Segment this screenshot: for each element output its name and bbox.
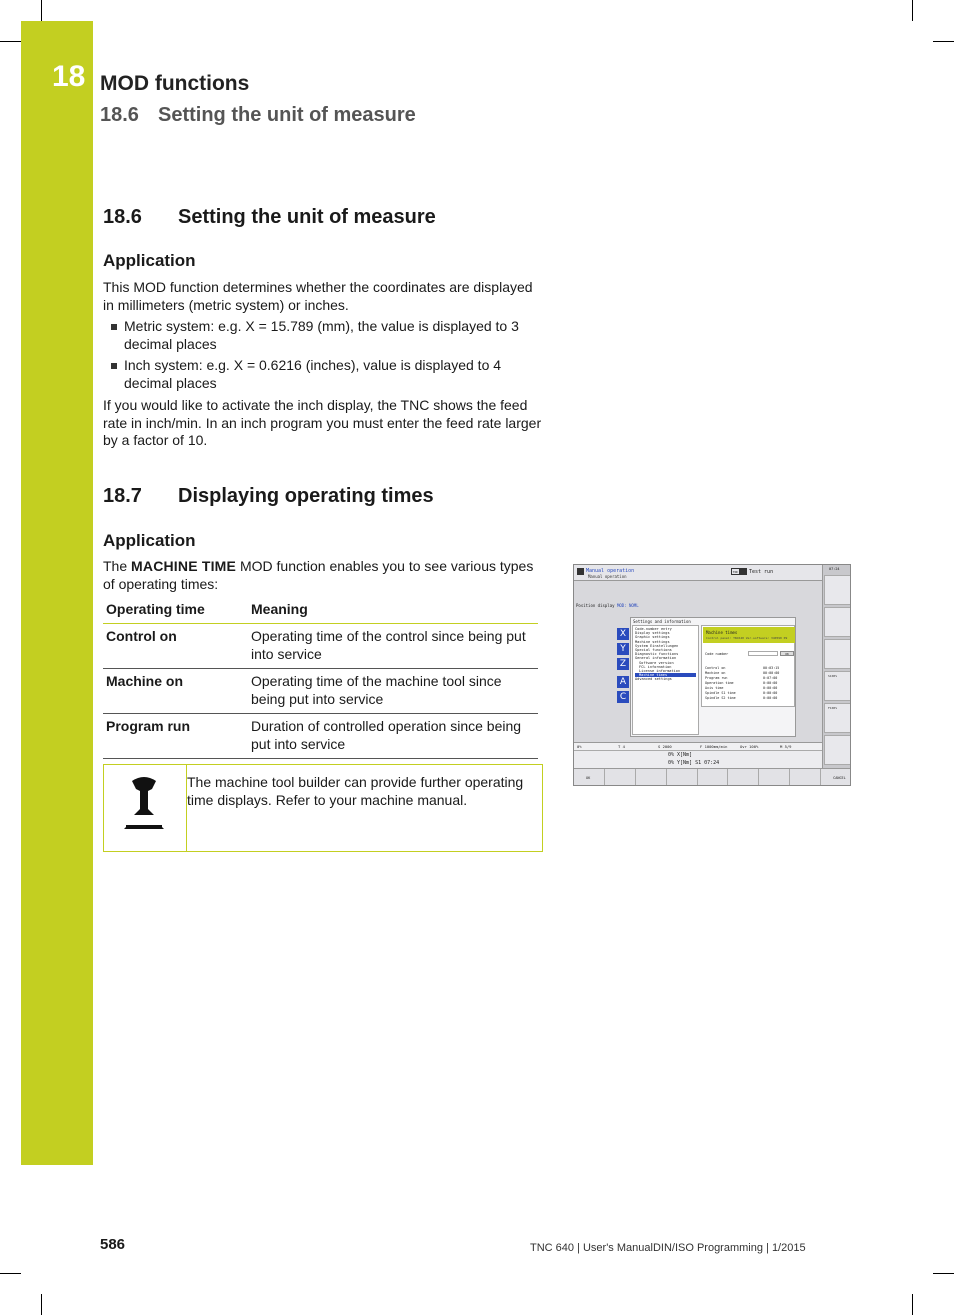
intro-prefix: The (103, 558, 132, 574)
code-number-input[interactable] (748, 651, 778, 656)
footer-reference: TNC 640 | User's ManualDIN/ISO Programming | 1/2015 (530, 1242, 806, 1254)
time-label: Spindle S1 time (705, 691, 736, 695)
softkey-ok[interactable]: OK (574, 769, 605, 786)
pane-title: Machine times (706, 630, 738, 635)
table-header: Operating time (103, 598, 248, 624)
time-label: Control on (705, 666, 726, 670)
tree-item[interactable]: Machine settings (635, 639, 670, 644)
pane-header (703, 627, 795, 643)
tree-item[interactable]: Display settings (635, 631, 670, 636)
running-section-number: 18.6 (100, 104, 139, 126)
softkey[interactable] (728, 769, 759, 786)
position-display-value: MOD: NOML (616, 603, 639, 608)
table-cell: Operating time of the control since being put into service (248, 624, 538, 669)
crop-mark (912, 0, 913, 21)
note-box (103, 764, 543, 852)
crop-mark (933, 1273, 954, 1274)
machine-note-icon (104, 765, 187, 851)
time-value: 00:03:15 (763, 666, 780, 670)
time-rows (705, 666, 793, 701)
crop-mark (41, 0, 42, 21)
side-softkey[interactable] (824, 735, 851, 765)
section-heading (103, 485, 434, 508)
override-line: 0% Y[Nm] S1 07:24 (668, 760, 720, 766)
mode-label-right: Test run (749, 569, 774, 575)
crop-mark (41, 1294, 42, 1315)
table-cell: Operating time of the machine tool since being put into service (248, 669, 538, 714)
override-display (574, 750, 822, 768)
softkey[interactable] (698, 769, 729, 786)
operating-times-table (103, 598, 538, 759)
time-value: 0:00:00 (763, 691, 778, 695)
softkey[interactable] (790, 769, 821, 786)
paragraph: If you would like to activate the inch display, the TNC shows the feed rate in inch/min. In an inch program you must enter the feed rate larger by a factor of 10. (103, 397, 542, 448)
section-title: Setting the unit of measure (178, 206, 436, 228)
side-softkey[interactable] (824, 575, 851, 605)
bullet-text: Metric system: e.g. X = 15.789 (mm), the value is displayed to 3 decimal places (124, 318, 519, 352)
paragraph: This MOD function determines whether the coordinates are displayed in millimeters (metric system) or inches. (103, 279, 533, 313)
tree-item[interactable]: Software version (639, 660, 674, 665)
axis-button-z[interactable]: Z (617, 658, 629, 670)
time-value: 00:00:00 (763, 671, 780, 675)
axis-button-c[interactable]: C (617, 691, 629, 703)
tnc-screenshot (573, 564, 851, 786)
subheading: Application (103, 251, 196, 270)
tree-item[interactable]: Diagnostic functions (635, 652, 679, 657)
axis-button-x[interactable]: X (617, 628, 629, 640)
side-softkey[interactable] (824, 671, 851, 701)
bullet-item (103, 357, 548, 392)
status-item: S 2000 (658, 744, 672, 749)
table-cell: Program run (103, 714, 248, 759)
feed-override-label: F100% (828, 706, 838, 710)
page-number: 586 (100, 1236, 126, 1253)
list-item (705, 696, 793, 701)
status-item: F 1000mm/min (700, 744, 728, 749)
override-line: 0% X[Nm] (668, 752, 693, 758)
paragraph (103, 558, 543, 593)
time-value: 0:00:00 (763, 696, 778, 700)
note-text: The machine tool builder can provide further operating time displays. Refer to your machine manual. (187, 774, 524, 808)
crop-mark (0, 1273, 21, 1274)
side-softkey[interactable] (824, 639, 851, 669)
status-item: Ovr 100% (740, 744, 759, 749)
time-label: Machine on (705, 671, 726, 675)
bullet-text: Inch system: e.g. X = 0.6216 (inches), value is displayed to 4 decimal places (124, 357, 502, 391)
softkey[interactable] (759, 769, 790, 786)
test-run-icon (740, 568, 747, 575)
chapter-number: 18 (52, 60, 86, 93)
ok-button[interactable]: OK (780, 651, 794, 656)
screen-header (574, 565, 822, 581)
section-heading (103, 206, 436, 229)
bullet-square-icon (111, 324, 117, 330)
crop-mark (933, 41, 954, 42)
code-number-label: Code number (705, 652, 729, 656)
table-header-row (103, 598, 538, 624)
tree-item[interactable]: Graphic settings (635, 635, 670, 640)
tree-item[interactable]: System Einstellungen (635, 643, 679, 648)
table-row (103, 714, 538, 759)
tree-item[interactable]: Special functions (635, 648, 672, 653)
table-header: Meaning (248, 598, 538, 624)
chapter-sidebar (21, 21, 93, 1165)
time-label: Operation time (705, 681, 734, 685)
softkey[interactable] (636, 769, 667, 786)
status-item: M 5/9 (780, 744, 792, 749)
time-value: 0:00:00 (763, 686, 778, 690)
mode-sublabel-left: Manual operation (588, 574, 627, 579)
bullet-item (103, 318, 548, 353)
softkey[interactable] (667, 769, 698, 786)
table-cell: Control on (103, 624, 248, 669)
crop-mark (912, 1294, 913, 1315)
axis-button-a[interactable]: A (617, 676, 629, 688)
section-number: 18.7 (103, 485, 142, 507)
right-softkey-column (822, 565, 851, 785)
side-softkey[interactable] (824, 703, 851, 733)
section-title: Displaying operating times (178, 485, 434, 507)
dialog-title: Settings and information (633, 619, 691, 624)
position-display (576, 603, 639, 608)
time-value: 0:07:00 (763, 676, 778, 680)
position-display-label: Position display (576, 603, 615, 608)
softkey-cancel[interactable]: CANCEL (821, 769, 851, 786)
settings-dialog (630, 617, 796, 737)
intro-suffix: MOD function enables you to see various types of operating times: (103, 558, 534, 592)
tree-item[interactable]: General information (635, 656, 677, 661)
side-softkey[interactable] (824, 607, 851, 637)
tree-item[interactable]: Advanced settings (635, 677, 672, 682)
tree-item[interactable]: License information (639, 669, 681, 674)
table-cell: Machine on (103, 669, 248, 714)
running-section-text: Setting the unit of measure (158, 104, 416, 126)
table-row (103, 624, 538, 669)
time-value: 0:00:00 (763, 681, 778, 685)
tree-item[interactable]: Code-number entry (635, 627, 672, 631)
clock: 07:24 (829, 567, 840, 571)
machine-times-pane (701, 625, 795, 707)
section-number: 18.6 (103, 206, 142, 228)
tree-item-selected[interactable]: Machine times (635, 673, 696, 677)
pane-subtitle: Control panel: TNC640 Ver.software: 340590 09 (706, 636, 788, 640)
running-section-title (100, 104, 416, 127)
status-item: 0% (577, 744, 582, 749)
spindle-override-label: S100% (828, 674, 838, 678)
bullet-square-icon (111, 363, 117, 369)
status-bar (574, 742, 822, 750)
settings-tree (632, 625, 699, 735)
status-item: T 4 (618, 744, 625, 749)
softkey[interactable] (605, 769, 636, 786)
tnc-label: TNC (732, 570, 739, 574)
subheading: Application (103, 531, 196, 550)
mode-label-left: Manual operation (586, 568, 635, 574)
time-label: Spindle S2 time (705, 696, 736, 700)
crop-mark (0, 41, 21, 42)
table-row (103, 669, 538, 714)
axis-button-y[interactable]: Y (617, 643, 629, 655)
chapter-title: MOD functions (100, 72, 250, 95)
softkey-row (574, 768, 851, 786)
tree-item[interactable]: FCL information (639, 664, 672, 669)
table-cell: Duration of controlled operation since being put into service (248, 714, 538, 759)
time-label: Program run (705, 676, 728, 680)
manual-mode-icon (577, 568, 584, 575)
time-label: Axis time (705, 686, 724, 690)
intro-keyword: MACHINE TIME (131, 558, 237, 574)
